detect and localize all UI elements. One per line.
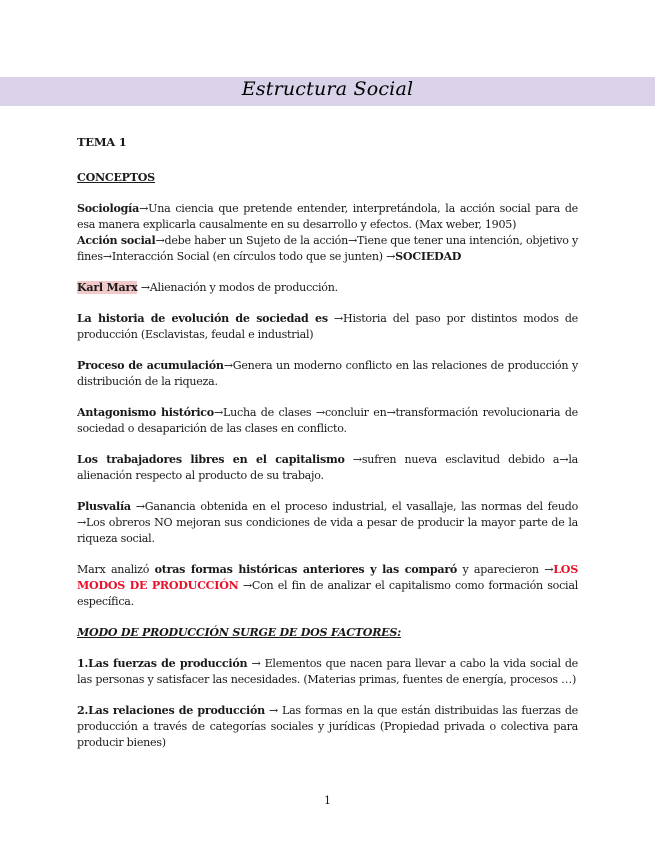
fuerzas-paragraph [77, 656, 578, 688]
marx-analizo-mid: y aparecieron → [457, 563, 554, 576]
accion-social-text: →debe haber un Sujeto de la acción→Tiene que tener una intención, objetivo y fines→Interacción Social (en círculos todo que se junten) → [77, 234, 578, 263]
relaciones-text: → Las formas en la que están distribuidas las fuerzas de producción a través de categorías sociales y jurídicas (Propiedad privada o colectiva para producir bienes) [77, 704, 578, 749]
marx-analizo-bold: otras formas históricas anteriores y las comparó [154, 563, 458, 576]
plusvalia-term: Plusvalía [77, 500, 131, 513]
marx-analizo-pre: Marx analizó [77, 563, 155, 576]
modo-produccion-heading: MODO DE PRODUCCIÓN SURGE DE DOS FACTORES: [77, 626, 401, 639]
historia-text: →Historia del paso por distintos modos de producción (Esclavistas, feudal e industrial) [77, 312, 578, 341]
historia-term: La historia de evolución de sociedad es [77, 312, 328, 325]
plusvalia-text: →Ganancia obtenida en el proceso industrial, el vasallaje, las normas del feudo →Los obreros NO mejoran sus condiciones de vida a pesar de producir la mayor parte de la riqueza social. [77, 500, 578, 545]
karl-marx-paragraph [77, 280, 578, 296]
accion-social-term: Acción social [77, 234, 156, 247]
antagonismo-term: Antagonismo histórico [77, 406, 214, 419]
tema-heading: TEMA 1 [77, 135, 127, 149]
sociologia-text: →Una ciencia que pretende entender, interpretándola, la acción social para de esa manera explicarla causalmente en su desarrollo y efectos. (Max weber, 1905) [77, 202, 578, 231]
historia-paragraph [77, 311, 578, 343]
sociedad-term: SOCIEDAD [395, 250, 462, 263]
marx-analizo-paragraph [77, 562, 578, 610]
trabajadores-term: Los trabajadores libres en el capitalismo [77, 453, 345, 466]
karl-marx-term: Karl Marx [77, 281, 138, 294]
relaciones-paragraph [77, 703, 578, 751]
document-body [77, 134, 578, 766]
fuerzas-term: 1.Las fuerzas de producción [77, 657, 248, 670]
marx-analizo-post: →Con el fin de analizar el capitalismo como formación social específica. [77, 579, 578, 608]
acumulacion-text: →Genera un moderno conflicto en las relaciones de producción y distribución de la riqueza. [77, 359, 578, 388]
karl-marx-text: →Alienación y modos de producción. [137, 281, 338, 294]
plusvalia-paragraph [77, 499, 578, 547]
trabajadores-paragraph [77, 452, 578, 484]
antagonismo-paragraph [77, 405, 578, 437]
trabajadores-text: →sufren nueva esclavitud debido a→la alienación respecto al producto de su trabajo. [77, 453, 578, 482]
antagonismo-text: →Lucha de clases →concluir en→transformación revolucionaria de sociedad o desaparición de las clases en conflicto. [77, 406, 579, 435]
acumulacion-term: Proceso de acumulación [77, 359, 224, 372]
relaciones-term: 2.Las relaciones de producción [77, 704, 265, 717]
accion-social-paragraph [77, 233, 578, 265]
conceptos-heading: CONCEPTOS [77, 171, 155, 184]
sociologia-term: Sociología [77, 202, 140, 215]
sociologia-paragraph [77, 201, 578, 233]
acumulacion-paragraph [77, 358, 578, 390]
page-number: 1 [324, 794, 331, 807]
fuerzas-text: → Elementos que nacen para llevar a cabo la vida social de las personas y satisfacer las necesidades. (Materias primas, fuentes de energía, procesos …) [77, 657, 578, 686]
modos-produccion-term: LOS MODOS DE PRODUCCIÓN [77, 563, 578, 592]
document-title: Estructura Social [241, 78, 414, 100]
modo-heading-paragraph [77, 625, 578, 641]
